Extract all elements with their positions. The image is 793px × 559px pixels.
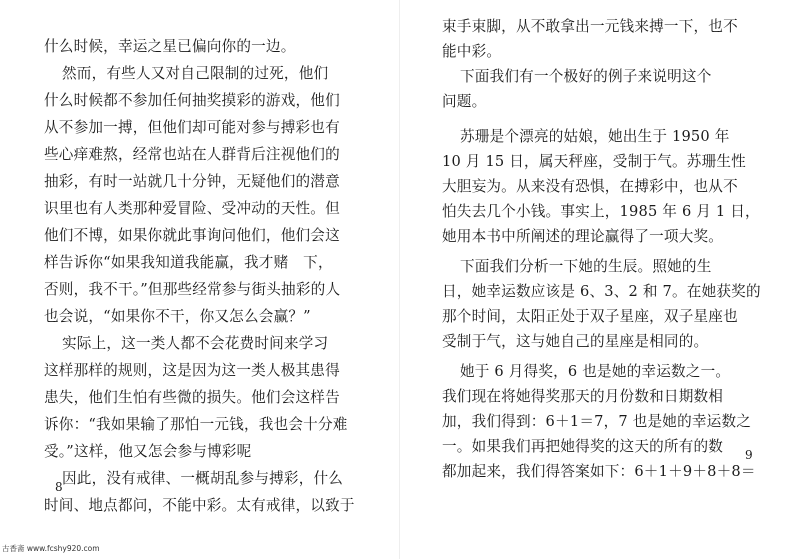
text-line: 什么时候，幸运之星已偏向你的一边。 bbox=[44, 38, 296, 55]
text-line: 10 月 15 日，属天秤座，受制于气。苏珊生性 bbox=[442, 153, 746, 170]
text-line: 她用本书中所阐述的理论赢得了一项大奖。 bbox=[442, 228, 724, 245]
text-line: 识里也有人类那种爱冒险、受冲动的天性。但 bbox=[44, 200, 340, 217]
text-line: 束手束脚，从不敢拿出一元钱来搏一下，也不 bbox=[442, 18, 738, 35]
text-line: 因此，没有戒律、一概胡乱参与搏彩，什么 bbox=[62, 470, 344, 487]
text-line: 从不参加一搏，但他们却可能对参与搏彩也有 bbox=[44, 119, 340, 136]
text-line: 都加起来，我们得答案如下：6＋1＋9＋8＋8＝ bbox=[442, 463, 756, 480]
text-line: 时间、地点都问，不能中彩。太有戒律，以致于 bbox=[44, 497, 355, 514]
right-page bbox=[400, 0, 793, 559]
text-line: 些心痒难熬，经常也站在人群背后注视他们的 bbox=[44, 146, 340, 163]
text-line: 诉你：“我如果输了那怕一元钱，我也会十分难 bbox=[44, 416, 348, 433]
text-line: 下面我们分析一下她的生辰。照她的生 bbox=[460, 258, 712, 275]
site-watermark: 古香斋 www.fcshy920.com bbox=[2, 544, 100, 553]
text-line: 那个时间，太阳正处于双子星座，双子星座也 bbox=[442, 308, 738, 325]
text-line: 实际上，这一类人都不会花费时间来学习 bbox=[62, 335, 329, 352]
text-line: 什么时候都不参加任何抽奖摸彩的游戏，他们 bbox=[44, 92, 340, 109]
page-number: 9 bbox=[745, 448, 753, 462]
text-line: 她于 6 月得奖，6 也是她的幸运数之一。 bbox=[460, 363, 731, 380]
text-line: 日，她幸运数应该是 6、3、2 和 7。在她获奖的 bbox=[442, 283, 761, 300]
text-line: 怕失去几个小钱。事实上，1985 年 6 月 1 日， bbox=[442, 203, 760, 220]
text-line: 他们不博，如果你就此事询问他们，他们会这 bbox=[44, 227, 340, 244]
text-line: 抽彩，有时一站就几十分钟，无疑他们的潜意 bbox=[44, 173, 340, 190]
text-line: 患失，他们生怕有些微的损失。他们会这样告 bbox=[44, 389, 340, 406]
text-line: 受制于气，这与她自己的星座是相同的。 bbox=[442, 333, 709, 350]
text-line: 大胆妄为。从来没有恐惧，在搏彩中，也从不 bbox=[442, 178, 738, 195]
text-line: 一。如果我们再把她得奖的这天的所有的数 bbox=[442, 438, 724, 455]
text-line: 否则，我不干。”但那些经常参与街头抽彩的人 bbox=[44, 281, 341, 298]
text-line: 也会说，“如果你不干，你又怎么会赢？” bbox=[44, 308, 311, 325]
text-line: 下面我们有一个极好的例子来说明这个 bbox=[460, 68, 712, 85]
text-line: 受。”这样，他又怎会参与博彩呢 bbox=[44, 443, 252, 460]
page-number: 8 bbox=[55, 480, 63, 494]
text-line: 问题。 bbox=[442, 93, 487, 110]
text-line: 我们现在将她得奖那天的月份数和日期数相 bbox=[442, 388, 724, 405]
text-line: 这样那样的规则，这是因为这一类人极其患得 bbox=[44, 362, 340, 379]
text-line: 然而，有些人又对自己限制的过死，他们 bbox=[62, 65, 329, 82]
text-line: 能中彩。 bbox=[442, 43, 502, 60]
text-line: 样告诉你“如果我知道我能赢，我才赌 下， bbox=[44, 254, 333, 271]
text-line: 加，我们得到：6＋1＝7，7 也是她的幸运数之 bbox=[442, 413, 752, 430]
text-line: 苏珊是个漂亮的姑娘，她出生于 1950 年 bbox=[460, 128, 730, 145]
